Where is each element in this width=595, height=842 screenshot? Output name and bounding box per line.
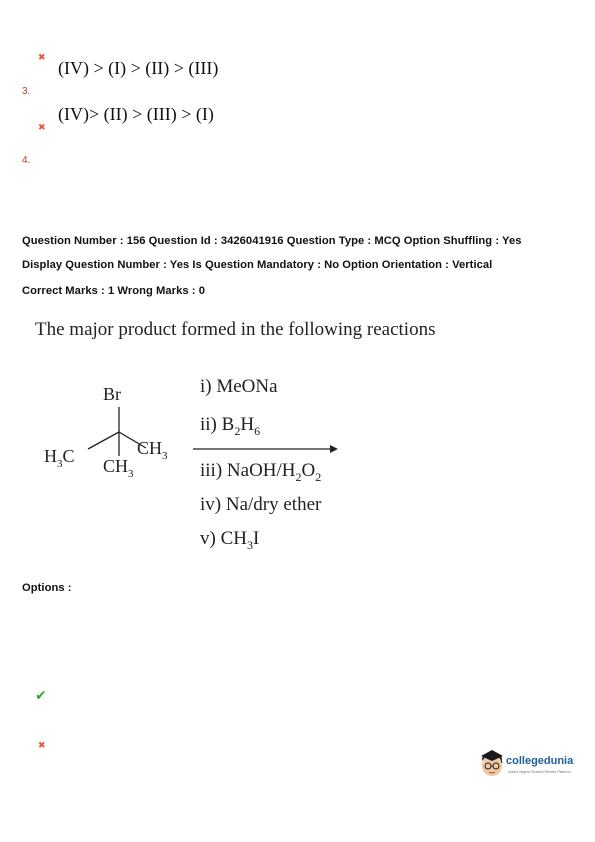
reagent-4: iv) Na/dry ether xyxy=(200,494,322,515)
left-methyl-label: $H_3C$ xyxy=(44,446,75,470)
question-meta-line-1: Question Number : 156 Question Id : 3426041916 Question Type : MCQ Option Shuffling : Yes xyxy=(22,235,522,247)
reagent-2: ii) $B_2H_6$ xyxy=(200,414,261,438)
right-methyl-label: $CH_3$ xyxy=(137,438,168,462)
tick-icon: ✔ xyxy=(35,687,47,703)
reagent-3: iii) NaOH/$H_2O_2$ xyxy=(200,460,322,484)
question-text: The major product formed in the following reactions xyxy=(35,319,436,340)
option-4-number: 4. xyxy=(22,155,31,166)
bond-left xyxy=(88,432,119,449)
question-meta-line-3: Correct Marks : 1 Wrong Marks : 0 xyxy=(22,285,205,297)
reagent-5: v) $CH_3I$ xyxy=(200,528,260,552)
bottom-methyl-label: $CH_3$ xyxy=(103,456,134,480)
logo-tagline: India's largest Student Review Platform xyxy=(508,770,571,774)
reagent-1: i) MeONa xyxy=(200,376,278,397)
question-meta-line-2: Display Question Number : Yes Is Question Mandatory : No Option Orientation : Vertical xyxy=(22,259,493,271)
option-3-text: (IV) > (I) > (II) > (III) xyxy=(58,58,219,78)
logo-name: collegedunia xyxy=(506,755,574,767)
options-label: Options : xyxy=(22,582,72,594)
cross-icon: ✖ xyxy=(38,52,46,62)
bromine-label: Br xyxy=(103,384,121,404)
cross-icon: ✖ xyxy=(38,740,46,750)
mascot-icon xyxy=(478,747,506,781)
option-4-text: (IV)> (II) > (III) > (I) xyxy=(58,104,214,124)
cross-icon: ✖ xyxy=(38,122,46,132)
reaction-arrow-head xyxy=(330,445,338,453)
option-3-number: 3. xyxy=(22,86,31,97)
